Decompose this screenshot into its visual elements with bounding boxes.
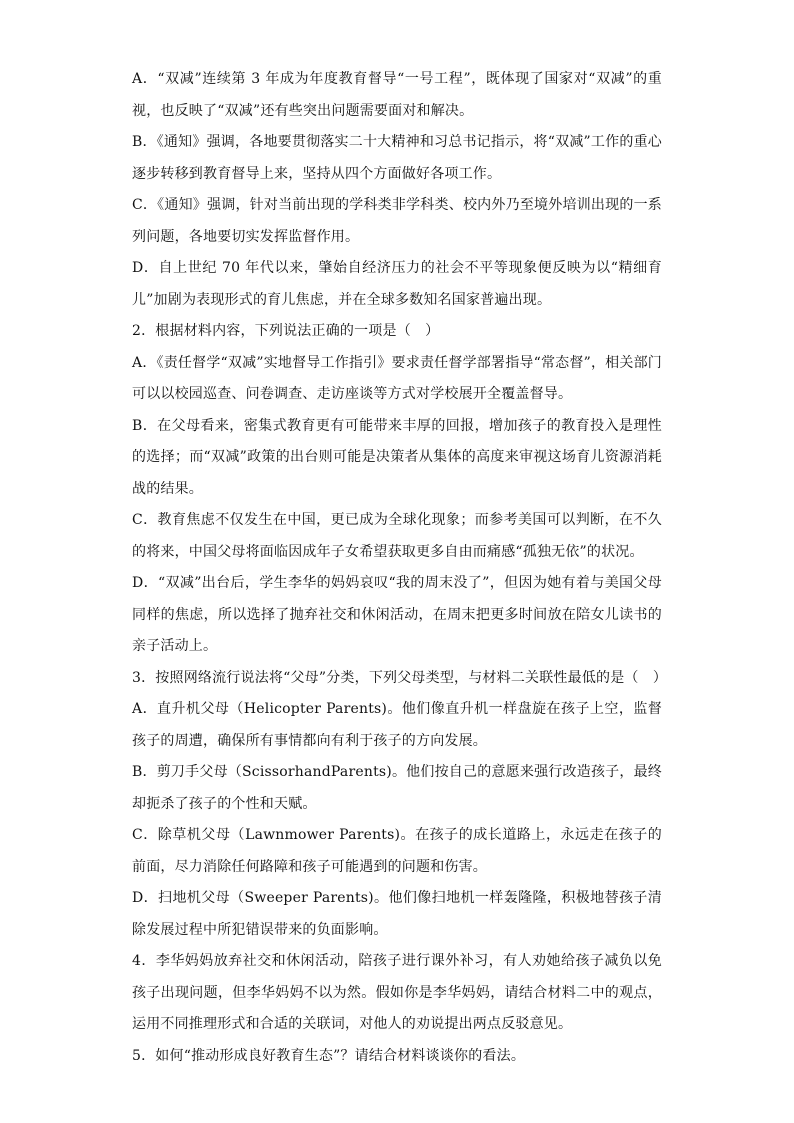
option-2b: B．在父母看来，密集式教育更有可能带来丰厚的回报，增加孩子的教育投入是理性的选择；而“双减”政策的出台则可能是决策者从集体的高度来审视这场育儿资源消耗战的结果。	[132, 417, 662, 497]
question-5: 5．如何“推动形成良好教育生态”？请结合材料谈谈你的看法。	[132, 1047, 526, 1064]
option-3b: B．剪刀手父母（ScissorhandParents)。他们按自己的意愿来强行改造孩子，最终却扼杀了孩子的个性和天赋。	[132, 764, 662, 812]
option-1d: D．自上世纪 70 年代以来，肇始自经济压力的社会不平等现象便反映为以“精细育儿”加剧为表现形式的育儿焦虑，并在全球多数知名国家普遍出现。	[132, 260, 662, 308]
option-1b: B．《通知》强调，各地要贯彻落实二十大精神和习总书记指示，将“双减”工作的重心逐步转移到教育督导上来，坚持从四个方面做好各项工作。	[132, 134, 662, 182]
option-1a: A．“双减”连续第 3 年成为年度教育督导“一号工程”，既体现了国家对“双减”的重视，也反映了“双减”还有些突出问题需要面对和解决。	[132, 71, 662, 119]
option-3c: C．除草机父母（Lawnmower Parents)。在孩子的成长道路上，永远走在孩子的前面，尽力消除任何路障和孩子可能遇到的问题和伤害。	[132, 827, 662, 875]
option-2c: C．教育焦虑不仅发生在中国，更已成为全球化现象；而参考美国可以判断，在不久的将来，中国父母将面临因成年子女希望获取更多自由而痛感“孤独无依”的状况。	[132, 512, 662, 560]
question-4: 4．李华妈妈放弃社交和休闲活动，陪孩子进行课外补习，有人劝她给孩子减负以免孩子出现问题，但李华妈妈不以为然。假如你是李华妈妈，请结合材料二中的观点，运用不同推理形式和合适的关联词，对他人的劝说提出两点反驳意见。	[132, 953, 662, 1032]
question-2-stem: 2．根据材料内容，下列说法正确的一项是（ ）	[132, 323, 440, 339]
option-2d: D．“双减”出台后，学生李华的妈妈哀叹“我的周末没了”，但因为她有着与美国父母同样的焦虑，所以选择了抛弃社交和休闲活动，在周末把更多时间放在陪女儿读书的亲子活动上。	[132, 575, 662, 654]
question-text-block	[132, 64, 668, 1072]
option-3d: D．扫地机父母（Sweeper Parents)。他们像扫地机一样轰隆隆，积极地替孩子清除发展过程中所犯错误带来的负面影响。	[132, 890, 662, 938]
option-3a: A．直升机父母（Helicopter Parents)。他们像直升机一样盘旋在孩子上空，监督孩子的周遭，确保所有事情都向有利于孩子的方向发展。	[132, 701, 662, 749]
option-2a: A．《责任督学“双减”实地督导工作指引》要求责任督学部署指导“常态督”，相关部门可以以校园巡查、问卷调查、走访座谈等方式对学校展开全覆盖督导。	[132, 354, 662, 402]
option-1c: C．《通知》强调，针对当前出现的学科类非学科类、校内外乃至境外培训出现的一系列问题，各地要切实发挥监督作用。	[132, 197, 662, 245]
question-3-stem: 3．按照网络流行说法将“父母”分类，下列父母类型，与材料二关联性最低的是（ ）	[132, 669, 668, 686]
